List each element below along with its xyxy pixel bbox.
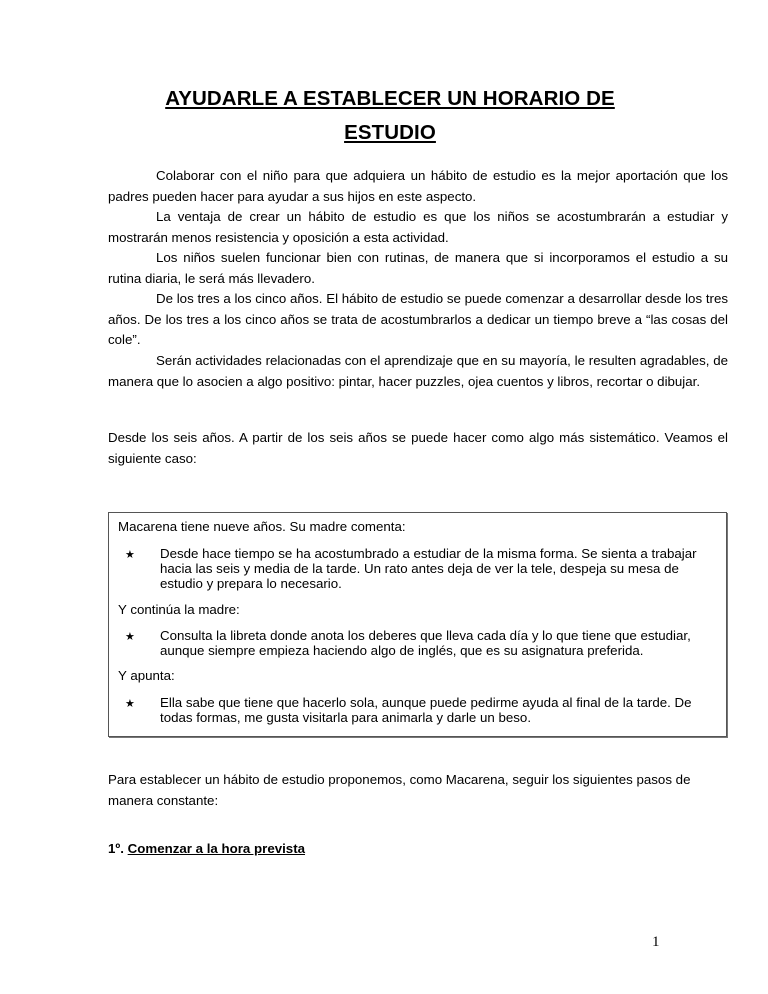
page-number: 1 <box>652 934 660 950</box>
paragraph-5: Serán actividades relacionadas con el aprendizaje que en su mayoría, le resulten agradables, de manera que lo asocien a algo positivo: pintar, hacer puzzles, ojea cuentos y libros, recortar o dibujar. <box>108 353 728 389</box>
step-1-heading <box>108 841 305 856</box>
star-bullet-icon: ★ <box>125 698 135 710</box>
case-bullet-3: Ella sabe que tiene que hacerlo sola, aunque puede pedirme ayuda al final de la tarde. De todas formas, me gusta visitarla para animarla y darle un beso. <box>160 695 692 725</box>
star-bullet-icon: ★ <box>125 549 135 561</box>
paragraph-4: De los tres a los cinco años. El hábito de estudio se puede comenzar a desarrollar desde los tres años. De los tres a los cinco años se trata de acostumbrarlos a dedicar un tiempo breve a “las cosas del cole”. <box>108 291 728 348</box>
closing-paragraph: Para establecer un hábito de estudio proponemos, como Macarena, seguir los siguientes pasos de manera constante: <box>108 772 691 808</box>
paragraph-6: Desde los seis años. A partir de los seis años se puede hacer como algo más sistemático. Veamos el siguiente caso: <box>108 430 728 466</box>
case-intro: Macarena tiene nueve años. Su madre comenta: <box>118 519 406 534</box>
paragraph-2: La ventaja de crear un hábito de estudio es que los niños se acostumbrarán a estudiar y mostrarán menos resistencia y oposición a esta actividad. <box>108 209 728 245</box>
step-1-title: Comenzar a la hora prevista <box>127 841 306 856</box>
step-1-number: 1º. <box>108 841 124 856</box>
star-bullet-icon: ★ <box>125 631 135 643</box>
case-continue-label: Y continúa la madre: <box>118 602 240 617</box>
page-title-line-2: ESTUDIO <box>344 121 436 144</box>
case-note-label: Y apunta: <box>118 668 175 683</box>
paragraph-1: Colaborar con el niño para que adquiera un hábito de estudio es la mejor aportación que los padres pueden hacer para ayudar a sus hijos en este aspecto. <box>108 168 728 204</box>
case-bullet-2: Consulta la libreta donde anota los deberes que lleva cada día y lo que tiene que estudiar, aunque siempre empieza haciendo algo de inglés, que es su asignatura preferida. <box>160 628 691 658</box>
paragraph-3: Los niños suelen funcionar bien con rutinas, de manera que si incorporamos el estudio a su rutina diaria, le será más llevadero. <box>108 250 728 286</box>
page-title-line-1: AYUDARLE A ESTABLECER UN HORARIO DE <box>165 87 615 110</box>
case-bullet-1: Desde hace tiempo se ha acostumbrado a estudiar de la misma forma. Se sienta a trabajar hacia las seis y media de la tarde. Un rato antes deja de ver la tele, despeja su mesa de estudio y prepara lo necesario. <box>160 546 697 591</box>
